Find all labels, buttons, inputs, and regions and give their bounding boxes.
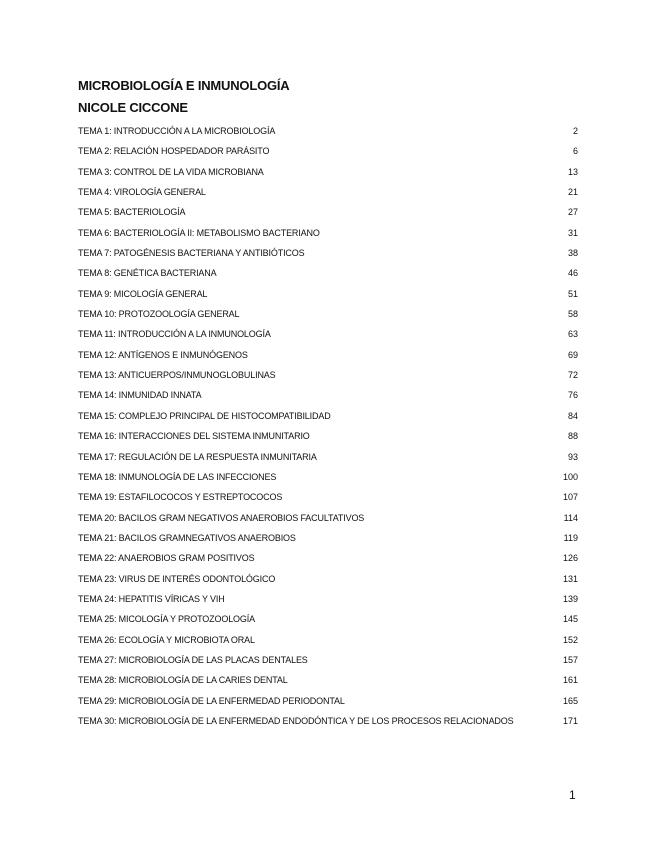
toc-entry xyxy=(78,653,578,673)
toc-entry-page: 131 xyxy=(562,573,578,584)
toc-entry-page: 107 xyxy=(562,492,578,503)
toc-entry-title: TEMA 15: COMPLEJO PRINCIPAL DE HISTOCOMPATIBILIDAD xyxy=(78,410,331,421)
toc-entry xyxy=(78,185,578,205)
toc-entry-page: 171 xyxy=(562,715,578,726)
toc-entry-page: 2 xyxy=(572,126,578,136)
toc-entry-page: 93 xyxy=(567,451,578,462)
toc-entry-title: TEMA 2: RELACIÓN HOSPEDADOR PARÁSITO xyxy=(78,146,270,157)
toc-entry-title: TEMA 24: HEPATITIS VÍRICAS Y VIH xyxy=(78,593,225,604)
toc-entry-title: TEMA 5: BACTERIOLOGÍA xyxy=(78,207,186,218)
toc-entry xyxy=(78,633,578,653)
toc-entry xyxy=(78,572,578,592)
toc-entry-page: 31 xyxy=(567,227,578,238)
toc-entry-title: TEMA 13: ANTICUERPOS/INMUNOGLOBULINAS xyxy=(78,370,276,381)
toc-entry-page: 161 xyxy=(562,675,578,686)
toc-entry-title: TEMA 21: BACILOS GRAMNEGATIVOS ANAEROBIOS xyxy=(78,532,296,543)
toc-entry xyxy=(78,470,578,490)
toc-entry xyxy=(78,450,578,470)
toc-entry-title: TEMA 28: MICROBIOLOGÍA DE LA CARIES DENTAL xyxy=(78,675,288,686)
toc-entry-title: TEMA 22: ANAEROBIOS GRAM POSITIVOS xyxy=(78,553,255,564)
toc-entry-page: 114 xyxy=(563,512,578,523)
toc-entry xyxy=(78,144,578,164)
page-number: 1 xyxy=(569,788,576,802)
toc-entry xyxy=(78,388,578,408)
toc-entry-page: 51 xyxy=(567,288,578,299)
toc-entry-title: TEMA 6: BACTERIOLOGÍA II: METABOLISMO BACTERIANO xyxy=(78,227,320,238)
toc-entry-title: TEMA 9: MICOLOGÍA GENERAL xyxy=(78,288,208,299)
toc-entry-page: 165 xyxy=(562,695,578,706)
toc-entry-page: 27 xyxy=(567,207,578,218)
toc-entry-page: 145 xyxy=(562,614,578,625)
toc-entry-title: TEMA 4: VIROLOGÍA GENERAL xyxy=(78,187,206,198)
toc-entry-page: 6 xyxy=(572,146,578,157)
toc-entry xyxy=(78,551,578,571)
toc-entry xyxy=(78,348,578,368)
toc-entry xyxy=(78,612,578,632)
toc-entry-title: TEMA 11: INTRODUCCIÓN A LA INMUNOLOGÍA xyxy=(78,329,271,340)
toc-entry xyxy=(78,246,578,266)
toc-entry-page: 84 xyxy=(567,410,578,421)
toc-entry-page: 69 xyxy=(567,349,578,360)
document-title: MICROBIOLOGÍA E INMUNOLOGÍA xyxy=(78,78,290,93)
toc-entry-title: TEMA 18: INMUNOLOGÍA DE LAS INFECCIONES xyxy=(78,471,277,482)
toc-entry-page: 63 xyxy=(567,329,578,340)
toc-entry-page: 58 xyxy=(567,309,578,320)
toc-entry xyxy=(78,124,578,144)
toc-entry-title: TEMA 3: CONTROL DE LA VIDA MICROBIANA xyxy=(78,166,264,177)
toc-entry xyxy=(78,409,578,429)
toc-entry-page: 139 xyxy=(562,593,578,604)
toc-entry-page: 88 xyxy=(567,431,578,442)
toc-entry-title: TEMA 7: PATOGÉNESIS BACTERIANA Y ANTIBIÓTICOS xyxy=(78,248,305,259)
toc-entry-title: TEMA 1: INTRODUCCIÓN A LA MICROBIOLOGÍA xyxy=(78,126,276,136)
toc-entry xyxy=(78,226,578,246)
toc-entry xyxy=(78,429,578,449)
toc-entry-title: TEMA 12: ANTÍGENOS E INMUNÓGENOS xyxy=(78,349,248,360)
toc-entry-title: TEMA 27: MICROBIOLOGÍA DE LAS PLACAS DENTALES xyxy=(78,654,308,665)
toc-entry-page: 152 xyxy=(562,634,578,645)
toc-entry-page: 46 xyxy=(567,268,578,279)
toc-entry-page: 157 xyxy=(562,654,578,665)
toc-entry-title: TEMA 25: MICOLOGÍA Y PROTOZOOLOGÍA xyxy=(78,614,255,625)
toc-entry-title: TEMA 23: VIRUS DE INTERÉS ODONTOLÓGICO xyxy=(78,573,276,584)
toc-entry xyxy=(78,694,578,714)
toc-entry-title: TEMA 16: INTERACCIONES DEL SISTEMA INMUNITARIO xyxy=(78,431,310,442)
toc-entry xyxy=(78,673,578,693)
toc-entry-title: TEMA 30: MICROBIOLOGÍA DE LA ENFERMEDAD ENDODÓNTICA Y DE LOS PROCESOS RELACIONADOS xyxy=(78,715,514,726)
toc-entry-title: TEMA 17: REGULACIÓN DE LA RESPUESTA INMUNITARIA xyxy=(78,451,317,462)
toc-entry-page: 13 xyxy=(567,166,578,177)
toc-entry-page: 72 xyxy=(567,370,578,381)
toc-entry xyxy=(78,205,578,225)
toc-entry-title: TEMA 14: INMUNIDAD INNATA xyxy=(78,390,202,401)
toc-entry-page: 100 xyxy=(562,471,578,482)
toc-entry xyxy=(78,287,578,307)
toc-entry-page: 21 xyxy=(567,187,578,198)
document-author: NICOLE CICCONE xyxy=(78,100,188,115)
toc-entry xyxy=(78,490,578,510)
toc-entry-title: TEMA 8: GENÉTICA BACTERIANA xyxy=(78,268,217,279)
toc-entry xyxy=(78,307,578,327)
toc-entry xyxy=(78,327,578,347)
toc-entry xyxy=(78,368,578,388)
toc-entry-title: TEMA 26: ECOLOGÍA Y MICROBIOTA ORAL xyxy=(78,634,255,645)
toc-entry-page: 38 xyxy=(567,248,578,259)
toc-entry xyxy=(78,714,578,734)
toc-entry-page: 126 xyxy=(562,553,578,564)
toc-entry xyxy=(78,592,578,612)
toc-entry xyxy=(78,531,578,551)
toc-entry-title: TEMA 10: PROTOZOOLOGÍA GENERAL xyxy=(78,309,240,320)
toc-entry-page: 76 xyxy=(567,390,578,401)
toc-entry xyxy=(78,511,578,531)
toc-entry-page: 119 xyxy=(563,532,578,543)
table-of-contents xyxy=(78,124,578,734)
toc-entry-title: TEMA 20: BACILOS GRAM NEGATIVOS ANAEROBIOS FACULTATIVOS xyxy=(78,512,365,523)
toc-entry-title: TEMA 19: ESTAFILOCOCOS Y ESTREPTOCOCOS xyxy=(78,492,283,503)
toc-entry xyxy=(78,266,578,286)
toc-entry-title: TEMA 29: MICROBIOLOGÍA DE LA ENFERMEDAD PERIODONTAL xyxy=(78,695,345,706)
toc-entry xyxy=(78,165,578,185)
